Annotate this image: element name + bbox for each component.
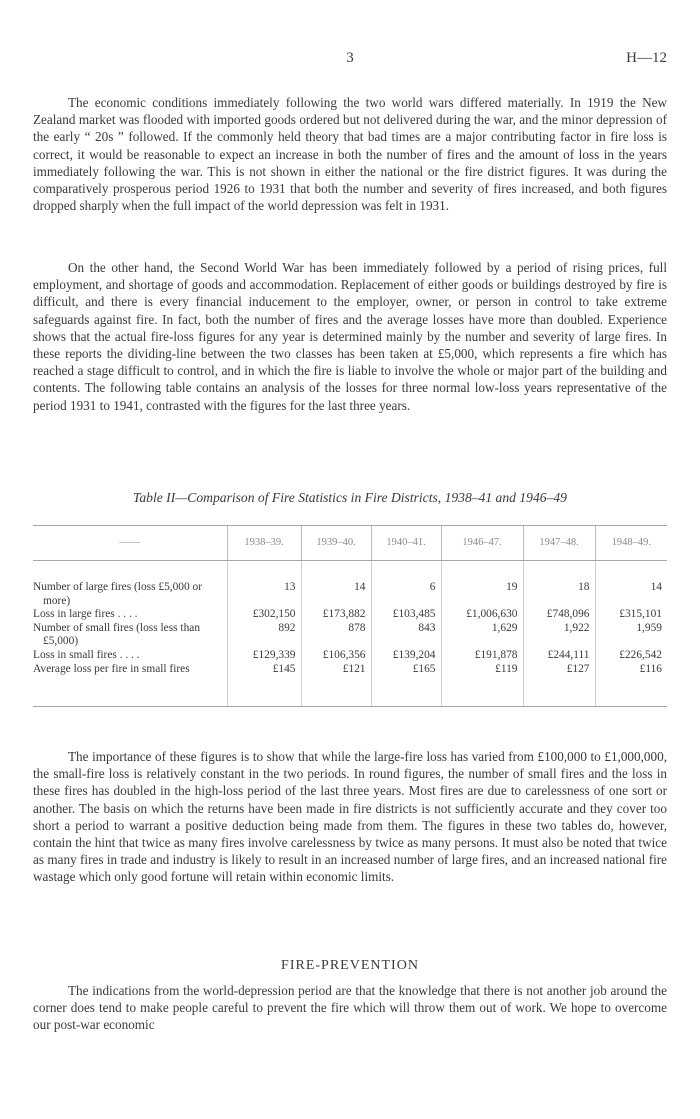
table-cell: £302,150 [227, 608, 301, 622]
section-heading: FIRE-PREVENTION [281, 958, 419, 973]
table-cell: £103,485 [371, 608, 441, 622]
row-label-text: Loss in small fires . . . . [33, 648, 140, 661]
column-header: 1940–41. [371, 526, 441, 561]
table-cell: £165 [371, 663, 441, 677]
row-label-text: Number of large fires (loss £5,000 or more) [33, 581, 203, 607]
row-label [33, 663, 227, 677]
row-label [33, 622, 227, 649]
column-header: 1946–47. [441, 526, 523, 561]
row-label-text: Average loss per fire in small fires [33, 662, 190, 675]
table-cell: 18 [523, 581, 595, 608]
row-label-text: Number of small fires (loss less than £5,000) [33, 621, 201, 648]
column-header: 1939–40. [301, 526, 371, 561]
report-reference: H—12 [626, 50, 667, 66]
table-row [33, 581, 667, 608]
row-label-text: Loss in large fires . . . . [33, 608, 138, 621]
table-cell: 878 [301, 622, 371, 649]
table-spacer-row [33, 561, 667, 582]
column-header: 1938–39. [227, 526, 301, 561]
table-caption: Table II—Comparison of Fire Statistics in Fire Districts, 1938–41 and 1946–49 [133, 490, 567, 505]
table-cell: £145 [227, 663, 301, 677]
paragraph-fire-prevention: The indications from the world-depression period are that the knowledge that there is not another job around the corner does tend to make people careful to prevent the fire which will throw them out of work. We hope to overcome our post-war economic [33, 983, 667, 1033]
table-cell: £106,356 [301, 649, 371, 663]
paragraph-importance-of-figures: The importance of these figures is to show that while the large-fire loss has varied from £100,000 to £1,000,000, the small-fire loss is relatively constant in the two periods. In round figures, the number of small fires and the loss in these fires has doubled in the high-loss period of the last three years. Most fires are due to carelessness of one sort or another. The basis on which the returns have been made in fire districts is not sufficiently accurate and they cover too short a period to warrant a positive deduction being made from them. The figures in these two tables do, however, contain the hint that twice as many fires involve carelessness by twice as many persons. It must also be noted that twice as many fires in trade and industry is likely to result in an increased number of large fires, and an increased national fire wastage which only good fortune will retain within economic limits. [33, 749, 667, 885]
table-cell: £116 [595, 663, 667, 677]
table-spacer-row [33, 676, 667, 707]
row-label [33, 649, 227, 663]
table-cell: £119 [441, 663, 523, 677]
row-label [33, 581, 227, 608]
table-cell: 892 [227, 622, 301, 649]
table-cell: £127 [523, 663, 595, 677]
table-cell: £139,204 [371, 649, 441, 663]
table-cell: £244,111 [523, 649, 595, 663]
page-number: 3 [346, 50, 354, 66]
table-cell: £315,101 [595, 608, 667, 622]
table-stub-header: —— [33, 526, 227, 561]
table-cell: 843 [371, 622, 441, 649]
column-header: 1948–49. [595, 526, 667, 561]
table-cell: £191,878 [441, 649, 523, 663]
table-cell: £129,339 [227, 649, 301, 663]
table-cell: 13 [227, 581, 301, 608]
table-cell: £173,882 [301, 608, 371, 622]
table-header-row [33, 526, 667, 561]
table-cell: £748,096 [523, 608, 595, 622]
fire-statistics-table [33, 525, 667, 707]
table-cell: 1,959 [595, 622, 667, 649]
table-cell: 14 [595, 581, 667, 608]
table-cell: £121 [301, 663, 371, 677]
table-cell: 19 [441, 581, 523, 608]
table-cell: 6 [371, 581, 441, 608]
table-cell: 1,629 [441, 622, 523, 649]
table-cell: £226,542 [595, 649, 667, 663]
table-cell: 1,922 [523, 622, 595, 649]
row-label [33, 608, 227, 622]
paragraph-second-world-war: On the other hand, the Second World War has been immediately followed by a period of rising prices, full employment, and shortage of goods and accommodation. Replacement of either goods or buildings destroyed by fire is difficult, and there is every financial inducement to the employer, owner, or person in control to take extreme safeguards against fire. In fact, both the number of fires and the average losses have more than doubled. Experience shows that the actual fire-loss figures for any year is determined mainly by the number and severity of large fires. In these reports the dividing-line between the two classes has been taken at £5,000, which represents a fire which has reached a stage difficult to control, and in which the fire is liable to involve the whole or major part of the building and contents. The following table contains an analysis of the losses for three normal low-loss years representative of the period 1931 to 1941, contrasted with the figures for the last three years. [33, 260, 667, 413]
paragraph-postwar-conditions: The economic conditions immediately following the two world wars differed materially. In 1919 the New Zealand market was flooded with imported goods ordered but not delivered during the war, and the minor depression of the early “ 20s ” followed. If the commonly held theory that bad times are a major contributing factor in fire loss is correct, it would be reasonable to expect an increase in both the number of fires and the amount of loss in the years immediately following the war. This is not shown in either the national or the fire district figures. It was during the comparatively prosperous period 1926 to 1931 that both the number and severity of fires increased, and both figures dropped sharply when the full impact of the world depression was felt in 1931. [33, 95, 667, 214]
table-row [33, 608, 667, 622]
table-row [33, 649, 667, 663]
table-cell: 14 [301, 581, 371, 608]
table-cell: £1,006,630 [441, 608, 523, 622]
column-header: 1947–48. [523, 526, 595, 561]
table-row [33, 663, 667, 677]
table-row [33, 622, 667, 649]
